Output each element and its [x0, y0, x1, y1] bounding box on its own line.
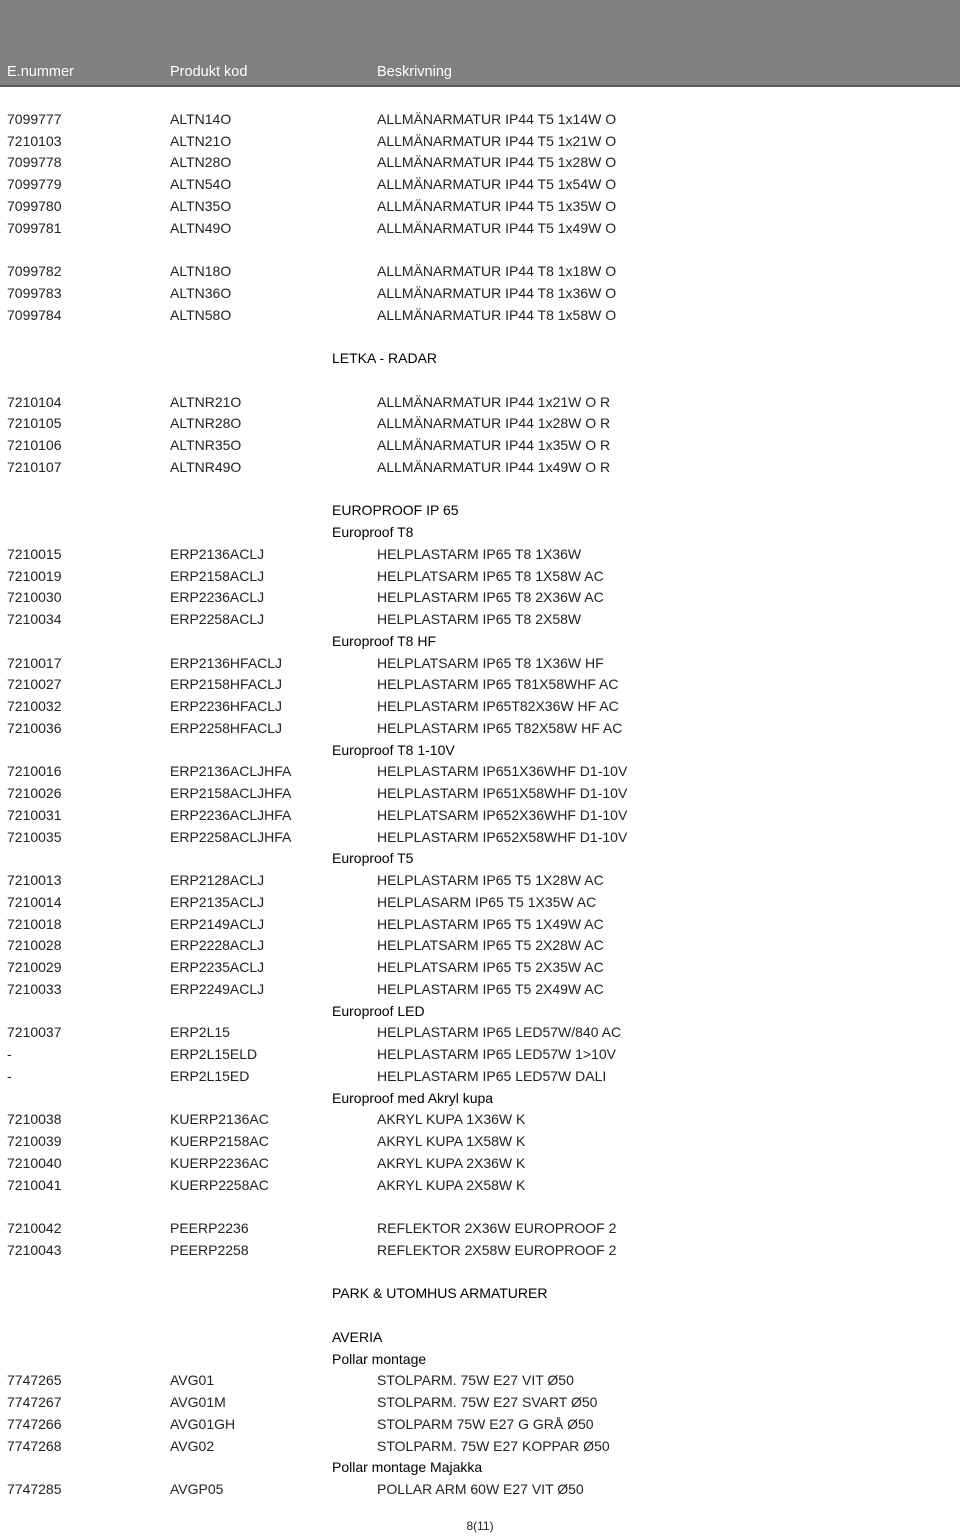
produkt-kod-cell: ALTN14O [170, 110, 232, 127]
beskrivning-cell: HELPLASTARM IP65 T8 2X58W [377, 611, 582, 627]
beskrivning-cell: AKRYL KUPA 2X36W K [377, 1154, 526, 1171]
table-row [0, 718, 960, 740]
enummer-cell: 7210037 [7, 1024, 62, 1041]
enummer-cell: 7099782 [7, 263, 62, 279]
produkt-kod-cell: ALTNR35O [170, 437, 242, 453]
spacer [0, 370, 960, 392]
enummer-cell: 7210013 [7, 872, 62, 888]
section-heading [0, 1349, 960, 1371]
produkt-kod-cell: ERP2L15ELD [170, 1046, 258, 1062]
produkt-kod-cell: ALTN28O [170, 154, 232, 171]
spacer [0, 239, 960, 261]
beskrivning-cell: AKRYL KUPA 1X58W K [377, 1133, 526, 1149]
table-row [0, 979, 960, 1001]
produkt-kod-cell: PEERP2236 [170, 1220, 249, 1236]
produkt-kod-cell: ERP2235ACLJ [170, 959, 265, 975]
produkt-kod-cell: KUERP2258AC [170, 1176, 269, 1193]
table-header [0, 0, 960, 87]
beskrivning-cell: ALLMÄNARMATUR IP44 T5 1x35W O [377, 197, 617, 214]
section-heading [0, 348, 960, 370]
produkt-kod-cell: ALTN35O [170, 197, 232, 214]
enummer-cell: 7210103 [7, 132, 62, 149]
enummer-cell: 7099780 [7, 197, 62, 214]
section-heading-text: Europroof T5 [332, 850, 414, 867]
produkt-kod-cell: ERP2L15ED [170, 1067, 250, 1084]
table-row [0, 305, 960, 327]
beskrivning-cell: REFLEKTOR 2X36W EUROPROOF 2 [377, 1220, 617, 1236]
table-row [0, 413, 960, 435]
section-heading-text: Pollar montage Majakka [332, 1459, 483, 1476]
beskrivning-cell: HELPLASARM IP65 T5 1X35W AC [377, 893, 597, 910]
beskrivning-cell: POLLAR ARM 60W E27 VIT Ø50 [377, 1481, 584, 1497]
table-row [0, 1109, 960, 1131]
produkt-kod-cell: KUERP2136AC [170, 1111, 269, 1128]
produkt-kod-cell: ERP2158HFACLJ [170, 676, 283, 693]
section-heading-text: PARK & UTOMHUS ARMATURER [332, 1285, 548, 1302]
spacer [0, 87, 960, 109]
beskrivning-cell: ALLMÄNARMATUR IP44 T5 1x21W O [377, 132, 617, 149]
table-row [0, 196, 960, 218]
beskrivning-cell: HELPLATSARM IP652X36WHF D1-10V [377, 806, 628, 823]
enummer-cell: 7210030 [7, 589, 62, 606]
page-number: 8(11) [466, 1519, 494, 1533]
beskrivning-cell: HELPLASTARM IP65 T5 1X28W AC [377, 872, 604, 888]
table-row [0, 892, 960, 914]
section-heading-text: Europroof med Akryl kupa [332, 1089, 494, 1106]
produkt-kod-cell: ERP2236HFACLJ [170, 698, 283, 714]
produkt-kod-cell: AVG02 [170, 1437, 215, 1454]
beskrivning-cell: AKRYL KUPA 2X58W K [377, 1176, 526, 1193]
beskrivning-cell: ALLMÄNARMATUR IP44 T5 1x49W O [377, 219, 617, 236]
table-row [0, 1240, 960, 1262]
enummer-cell: 7210017 [7, 654, 62, 671]
produkt-kod-cell: ALTN49O [170, 219, 232, 236]
table-row [0, 674, 960, 696]
spacer [0, 479, 960, 501]
table-row [0, 131, 960, 153]
beskrivning-cell: HELPLATSARM IP65 T5 2X35W AC [377, 959, 604, 975]
section-heading-text: AVERIA [332, 1328, 383, 1345]
enummer-cell: 7210035 [7, 828, 62, 845]
beskrivning-cell: REFLEKTOR 2X58W EUROPROOF 2 [377, 1241, 617, 1258]
section-heading-text: Europroof T8 [332, 524, 414, 540]
section-heading-text: Europroof T8 HF [332, 632, 437, 649]
enummer-cell: 7210029 [7, 959, 62, 975]
enummer-cell: 7099783 [7, 284, 62, 301]
produkt-kod-cell: ALTN58O [170, 306, 232, 323]
table-row [0, 174, 960, 196]
header-produkt-kod: Produkt kod [170, 64, 248, 80]
produkt-kod-cell: PEERP2258 [170, 1241, 249, 1258]
beskrivning-cell: ALLMÄNARMATUR IP44 T8 1x58W O [377, 306, 617, 323]
beskrivning-cell: HELPLASTARM IP65 T8 2X36W AC [377, 589, 604, 606]
enummer-cell: 7210027 [7, 676, 62, 693]
produkt-kod-cell: ERP2258ACLJ [170, 611, 265, 627]
enummer-cell: - [7, 1046, 12, 1062]
enummer-cell: 7210032 [7, 698, 62, 714]
produkt-kod-cell: AVGP05 [170, 1481, 224, 1497]
enummer-cell: 7210104 [7, 393, 62, 410]
produkt-kod-cell: ERP2258ACLJHFA [170, 828, 292, 845]
produkt-kod-cell: ERP2258HFACLJ [170, 719, 283, 736]
table-row [0, 609, 960, 631]
enummer-cell: 7210036 [7, 719, 62, 736]
beskrivning-cell: HELPLASTARM IP65 T5 2X49W AC [377, 980, 604, 997]
enummer-cell: 7210015 [7, 545, 62, 562]
produkt-kod-cell: ALTNR21O [170, 393, 242, 410]
enummer-cell: 7747266 [7, 1415, 62, 1432]
table-row [0, 914, 960, 936]
table-row [0, 1044, 960, 1066]
header-beskrivning: Beskrivning [377, 64, 452, 80]
beskrivning-cell: HELPLASTARM IP65 LED57W 1>10V [377, 1046, 617, 1062]
enummer-cell: 7210106 [7, 437, 62, 453]
section-heading [0, 740, 960, 762]
enummer-cell: 7747285 [7, 1481, 62, 1497]
table-row [0, 544, 960, 566]
enummer-cell: 7747268 [7, 1437, 62, 1454]
beskrivning-cell: ALLMÄNARMATUR IP44 T8 1x18W O [377, 263, 617, 279]
enummer-cell: 7210105 [7, 415, 62, 432]
beskrivning-cell: HELPLASTARM IP651X58WHF D1-10V [377, 785, 628, 801]
beskrivning-cell: HELPLASTARM IP65T82X36W HF AC [377, 698, 619, 714]
beskrivning-cell: ALLMÄNARMATUR IP44 T8 1x36W O [377, 284, 617, 301]
beskrivning-cell: HELPLASTARM IP651X36WHF D1-10V [377, 763, 628, 780]
section-heading [0, 1088, 960, 1110]
beskrivning-cell: HELPLATSARM IP65 T5 2X28W AC [377, 937, 604, 954]
table-row [0, 957, 960, 979]
enummer-cell: 7099779 [7, 176, 62, 192]
table-row [0, 392, 960, 414]
section-heading [0, 1001, 960, 1023]
produkt-kod-cell: AVG01 [170, 1372, 215, 1389]
beskrivning-cell: HELPLATSARM IP65 T8 1X36W HF [377, 654, 604, 671]
table-row [0, 1414, 960, 1436]
spacer [0, 1262, 960, 1284]
produkt-kod-cell: AVG01GH [170, 1415, 236, 1432]
enummer-cell: - [7, 1067, 12, 1084]
table-row [0, 152, 960, 174]
beskrivning-cell: HELPLASTARM IP65 LED57W/840 AC [377, 1024, 622, 1041]
table-row [0, 1392, 960, 1414]
table-row [0, 109, 960, 131]
enummer-cell: 7747267 [7, 1394, 62, 1410]
produkt-kod-cell: ERP2135ACLJ [170, 893, 265, 910]
enummer-cell: 7099778 [7, 154, 62, 171]
beskrivning-cell: STOLPARM 75W E27 G GRÅ Ø50 [377, 1415, 594, 1432]
table-row [0, 566, 960, 588]
table-row [0, 261, 960, 283]
table-row [0, 696, 960, 718]
table-row [0, 1153, 960, 1175]
enummer-cell: 7210014 [7, 893, 62, 910]
produkt-kod-cell: KUERP2236AC [170, 1154, 269, 1171]
enummer-cell: 7210038 [7, 1111, 62, 1128]
section-heading-text: Europroof LED [332, 1002, 425, 1019]
section-heading [0, 500, 960, 522]
enummer-cell: 7210028 [7, 937, 62, 954]
produkt-kod-cell: ERP2228ACLJ [170, 937, 265, 954]
beskrivning-cell: STOLPARM. 75W E27 KOPPAR Ø50 [377, 1437, 610, 1454]
beskrivning-cell: ALLMÄNARMATUR IP44 T5 1x14W O [377, 110, 617, 127]
table-row [0, 1022, 960, 1044]
enummer-cell: 7210031 [7, 806, 62, 823]
table-row [0, 1066, 960, 1088]
table-row [0, 457, 960, 479]
table-row [0, 1436, 960, 1458]
enummer-cell: 7210040 [7, 1154, 62, 1171]
produkt-kod-cell: ERP2136HFACLJ [170, 654, 283, 671]
section-heading [0, 1327, 960, 1349]
produkt-kod-cell: ERP2128ACLJ [170, 872, 265, 888]
enummer-cell: 7210018 [7, 915, 62, 932]
produkt-kod-cell: ERP2236ACLJHFA [170, 806, 292, 823]
spacer [0, 1305, 960, 1327]
beskrivning-cell: AKRYL KUPA 1X36W K [377, 1111, 526, 1128]
table-row [0, 1370, 960, 1392]
section-heading-text: Europroof T8 1-10V [332, 741, 455, 758]
produkt-kod-cell: ALTNR49O [170, 458, 242, 475]
enummer-cell: 7210107 [7, 458, 62, 475]
enummer-cell: 7747265 [7, 1372, 62, 1389]
table-row [0, 218, 960, 240]
enummer-cell: 7210019 [7, 567, 62, 584]
table-row [0, 827, 960, 849]
page-footer [0, 1519, 960, 1533]
section-heading [0, 848, 960, 870]
beskrivning-cell: STOLPARM. 75W E27 VIT Ø50 [377, 1372, 574, 1389]
produkt-kod-cell: ERP2L15 [170, 1024, 230, 1041]
beskrivning-cell: ALLMÄNARMATUR IP44 1x28W O R [377, 415, 611, 432]
produkt-kod-cell: ALTNR28O [170, 415, 242, 432]
beskrivning-cell: HELPLATSARM IP65 T8 1X58W AC [377, 567, 604, 584]
beskrivning-cell: ALLMÄNARMATUR IP44 1x49W O R [377, 458, 611, 475]
beskrivning-cell: HELPLASTARM IP65 T82X58W HF AC [377, 719, 623, 736]
table-row [0, 761, 960, 783]
table-row [0, 783, 960, 805]
produkt-kod-cell: ERP2158ACLJHFA [170, 785, 292, 801]
beskrivning-cell: ALLMÄNARMATUR IP44 1x21W O R [377, 393, 611, 410]
beskrivning-cell: HELPLASTARM IP65 T8 1X36W [377, 545, 582, 562]
beskrivning-cell: HELPLASTARM IP65 T81X58WHF AC [377, 676, 619, 693]
beskrivning-cell: HELPLASTARM IP652X58WHF D1-10V [377, 828, 628, 845]
enummer-cell: 7210042 [7, 1220, 62, 1236]
section-heading [0, 1283, 960, 1305]
produkt-kod-cell: AVG01M [170, 1394, 226, 1410]
section-heading-text: EUROPROOF IP 65 [332, 502, 459, 519]
header-enummer: E.nummer [7, 64, 74, 80]
enummer-cell: 7210026 [7, 785, 62, 801]
produkt-kod-cell: ALTN54O [170, 176, 232, 192]
enummer-cell: 7210039 [7, 1133, 62, 1149]
beskrivning-cell: HELPLASTARM IP65 T5 1X49W AC [377, 915, 604, 932]
section-heading [0, 631, 960, 653]
produkt-kod-cell: ERP2249ACLJ [170, 980, 265, 997]
beskrivning-cell: ALLMÄNARMATUR IP44 1x35W O R [377, 437, 611, 453]
enummer-cell: 7210043 [7, 1241, 62, 1258]
table-row [0, 805, 960, 827]
produkt-kod-cell: ALTN36O [170, 284, 232, 301]
table-row [0, 935, 960, 957]
spacer [0, 1196, 960, 1218]
table-row [0, 1479, 960, 1501]
enummer-cell: 7099784 [7, 306, 62, 323]
produkt-kod-cell: ERP2149ACLJ [170, 915, 265, 932]
table-row [0, 1218, 960, 1240]
produkt-kod-cell: ERP2136ACLJ [170, 545, 265, 562]
section-heading [0, 522, 960, 544]
beskrivning-cell: HELPLASTARM IP65 LED57W DALI [377, 1067, 607, 1084]
table-row [0, 1131, 960, 1153]
table-row [0, 435, 960, 457]
table-row [0, 587, 960, 609]
enummer-cell: 7210016 [7, 763, 62, 780]
section-heading-text: LETKA - RADAR [332, 350, 438, 366]
table-row [0, 870, 960, 892]
enummer-cell: 7210041 [7, 1176, 62, 1193]
produkt-kod-cell: ALTN21O [170, 132, 232, 149]
enummer-cell: 7099777 [7, 110, 62, 127]
produkt-kod-cell: ERP2236ACLJ [170, 589, 265, 606]
produkt-kod-cell: ALTN18O [170, 263, 232, 279]
section-heading-text: Pollar montage [332, 1350, 427, 1367]
section-heading [0, 1457, 960, 1479]
beskrivning-cell: STOLPARM. 75W E27 SVART Ø50 [377, 1394, 598, 1410]
product-list [0, 87, 960, 1507]
beskrivning-cell: ALLMÄNARMATUR IP44 T5 1x54W O [377, 176, 617, 192]
enummer-cell: 7210033 [7, 980, 62, 997]
produkt-kod-cell: ERP2158ACLJ [170, 567, 265, 584]
table-row [0, 653, 960, 675]
table-row [0, 283, 960, 305]
beskrivning-cell: ALLMÄNARMATUR IP44 T5 1x28W O [377, 154, 617, 171]
produkt-kod-cell: ERP2136ACLJHFA [170, 763, 292, 780]
enummer-cell: 7099781 [7, 219, 62, 236]
spacer [0, 326, 960, 348]
enummer-cell: 7210034 [7, 611, 62, 627]
produkt-kod-cell: KUERP2158AC [170, 1133, 269, 1149]
table-row [0, 1175, 960, 1197]
